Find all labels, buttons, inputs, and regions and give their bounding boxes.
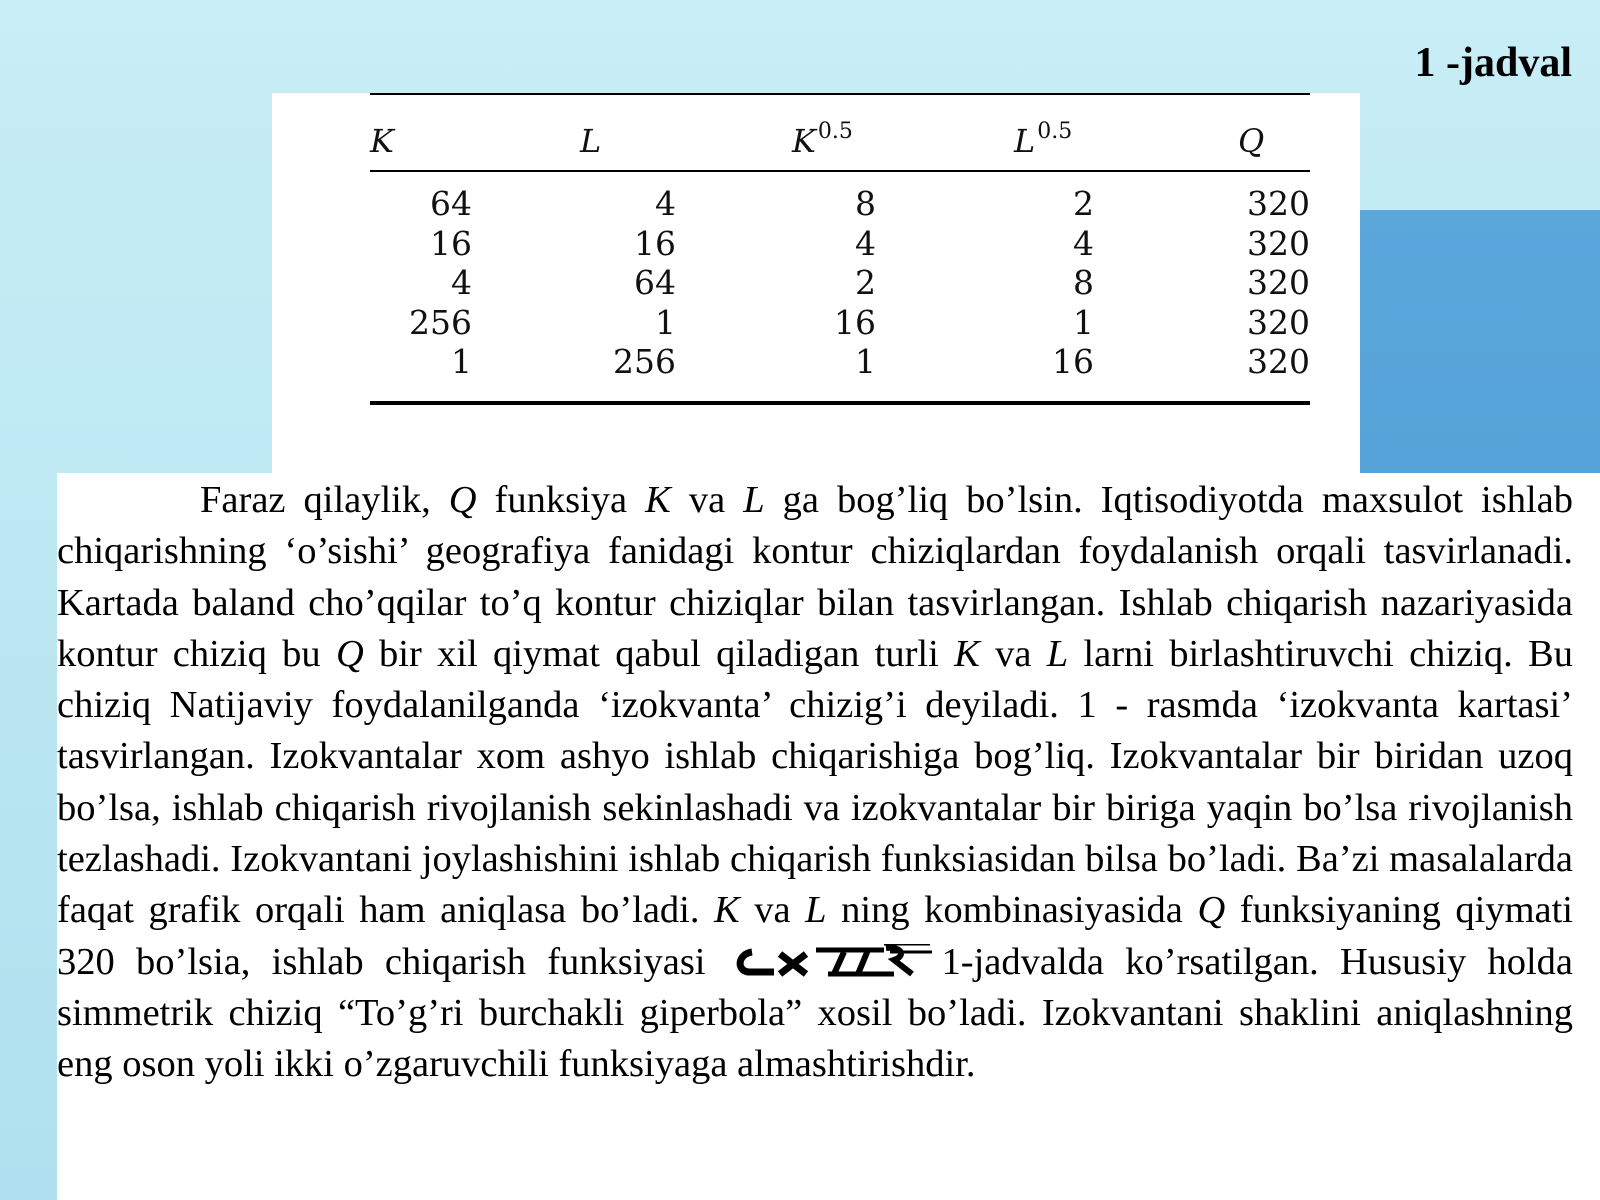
table-cell: 4 bbox=[655, 184, 676, 223]
formula-image bbox=[734, 944, 934, 980]
table-cell: 256 bbox=[409, 302, 472, 342]
variable-k: K bbox=[954, 632, 980, 675]
variable-l: L bbox=[805, 889, 827, 932]
table-caption: 1 -jadval bbox=[1414, 40, 1572, 86]
table-cell: 64 bbox=[634, 263, 676, 302]
variable-k: K bbox=[645, 479, 671, 521]
variable-k: K bbox=[714, 889, 740, 932]
table-cell: 16 bbox=[430, 223, 472, 263]
table-cell: 320 bbox=[1247, 302, 1310, 342]
table-bottom-rule bbox=[370, 401, 1310, 405]
table-cell: 64 bbox=[430, 184, 472, 223]
table-cell: 320 bbox=[1247, 342, 1310, 381]
body-paragraph: Faraz qilaylik, Q funksiya K va L ga bog’liq bo’lsin. Iqtisodiyotda maxsulot ishlab chiqarishning ‘o’sishi’ geografiya fanidagi kontur chiziqlardan foydalanish orqali tasvirlanadi. Kartada baland cho’qqilar to’q kontur chiziqlar bilan tasvirlangan. Ishlab chiqarish nazariyasida kontur chiziq bu Q bir xil qiymat qabul qiladigan turli K va L larni birlashtiruvchi chiziq. Bu chiziq Natijaviy foydalanilganda ‘izokvanta’ chizig’i deyiladi. 1 - rasmda ‘izokvanta kartasi’ tasvirlangan. Izokvantalar xom ashyo ishlab chiqarishiga bog’liq. Izokvantalar bir biridan uzoq bo’lsa, ishlab chiqarish rivojlanish sekinlashadi va izokvantalar bir biriga yaqin bo’lsa rivojlanish tezlashadi. Izokvantani joylashishini ishlab chiqarish funksiasidan bilsa bo’ladi. Ba’zi masalalarda faqat grafik orqali ham aniqlasa bo’ladi. K va L ning kombinasiyasida Q funksiyaning qiymati 320 bo’lsia, ishlab chiqarish funksiyasi 1-jadvalda ko’rsatilgan. Hususiy holda simmetrik chiziq “To’g’ri burchakli giperbola” xosil bo’ladi. Izokvantani shaklini aniqlashning eng oson yoli ikki o’zgaruvchili funksiyaga almashtirishdir. bbox=[57, 479, 1574, 1086]
table-cell: 2 bbox=[855, 263, 876, 302]
table-cell: 8 bbox=[1073, 263, 1094, 302]
table-cell: 1 bbox=[655, 302, 676, 342]
table-header-rule bbox=[370, 170, 1310, 172]
column-header-k-sqrt: $K^{0.5}$ bbox=[792, 119, 853, 160]
table-cell: 16 bbox=[634, 223, 676, 263]
table-cell: 4 bbox=[1073, 223, 1094, 263]
variable-l: L bbox=[1046, 632, 1069, 675]
table-cell: 1 bbox=[1073, 302, 1094, 342]
table-cell: 1 bbox=[451, 342, 472, 381]
table-cell: 2 bbox=[1073, 184, 1094, 223]
column-header-q: Q bbox=[1238, 122, 1265, 160]
variable-q: Q bbox=[1197, 889, 1226, 932]
table-cell: 16 bbox=[1052, 342, 1094, 381]
table-cell: 4 bbox=[855, 223, 876, 263]
table-cell: 8 bbox=[855, 184, 876, 223]
table-cell: 320 bbox=[1247, 263, 1310, 302]
text-panel bbox=[57, 473, 1600, 1200]
variable-q: Q bbox=[335, 632, 364, 675]
variable-l: L bbox=[743, 479, 765, 521]
table-cell: 320 bbox=[1247, 184, 1310, 223]
table-top-rule bbox=[370, 93, 1310, 95]
data-table bbox=[272, 93, 1360, 473]
column-header-l-sqrt: $L^{0.5}$ bbox=[1014, 119, 1073, 160]
table-cell: 1 bbox=[855, 342, 876, 381]
table-cell: 320 bbox=[1247, 223, 1310, 263]
table-cell: 256 bbox=[613, 342, 676, 381]
table-cell: 16 bbox=[834, 302, 876, 342]
column-header-k: K bbox=[370, 122, 394, 160]
variable-q: Q bbox=[448, 479, 477, 521]
column-header-l: L bbox=[580, 122, 602, 160]
table-cell: 4 bbox=[451, 263, 472, 302]
